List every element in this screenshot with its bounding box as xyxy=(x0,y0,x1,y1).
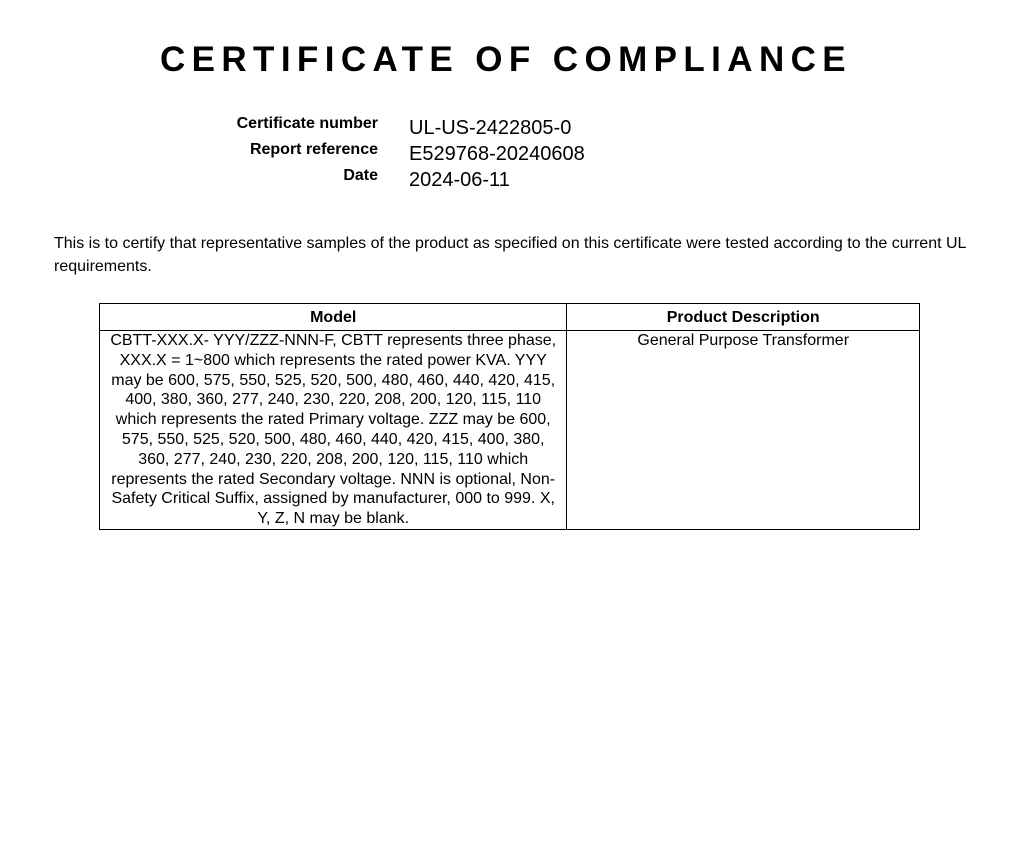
report-reference-label: Report reference xyxy=(249,141,378,158)
model-cell: CBTT-XXX.X- YYY/ZZZ-NNN-F, CBTT represents three phase, XXX.X = 1~800 which represents the rated power KVA. YYY may be 600, 575, 550, 525, 520, 500, 480, 460, 440, 420, 415, 400, 380, 360, 277, 240, 230, 220, 208, 200, 120, 115, 110 which represents the rated Primary voltage. ZZZ may be 600, 575, 550, 525, 520, 500, 480, 460, 440, 420, 415, 400, 380, 360, 277, 240, 230, 220, 208, 200, 120, 115, 110 which represents the rated Secondary voltage. NNN is optional, Non-Safety Critical Suffix, assigned by manufacturer, 000 to 999. X, Y, Z, N may be blank. xyxy=(100,331,567,530)
table-header-row xyxy=(100,304,920,331)
meta-row-certificate-number xyxy=(0,114,1012,140)
model-column-header: Model xyxy=(100,304,567,331)
certificate-number-label: Certificate number xyxy=(236,115,378,132)
description-column-header: Product Description xyxy=(567,304,920,331)
meta-row-date xyxy=(0,166,1012,192)
date-value: 2024-06-11 xyxy=(409,169,510,191)
certificate-meta xyxy=(0,114,1012,192)
description-cell: General Purpose Transformer xyxy=(567,331,920,530)
meta-row-report-reference xyxy=(0,140,1012,166)
report-reference-value: E529768-20240608 xyxy=(409,143,585,165)
product-table xyxy=(99,303,920,530)
page-title: CERTIFICATE OF COMPLIANCE xyxy=(159,40,853,79)
table-row xyxy=(100,331,920,530)
certification-statement: This is to certify that representative samples of the product as specified on this certificate were tested according to the current UL requirements. xyxy=(54,235,966,275)
certificate-number-value: UL-US-2422805-0 xyxy=(409,117,572,139)
date-label: Date xyxy=(343,167,378,184)
